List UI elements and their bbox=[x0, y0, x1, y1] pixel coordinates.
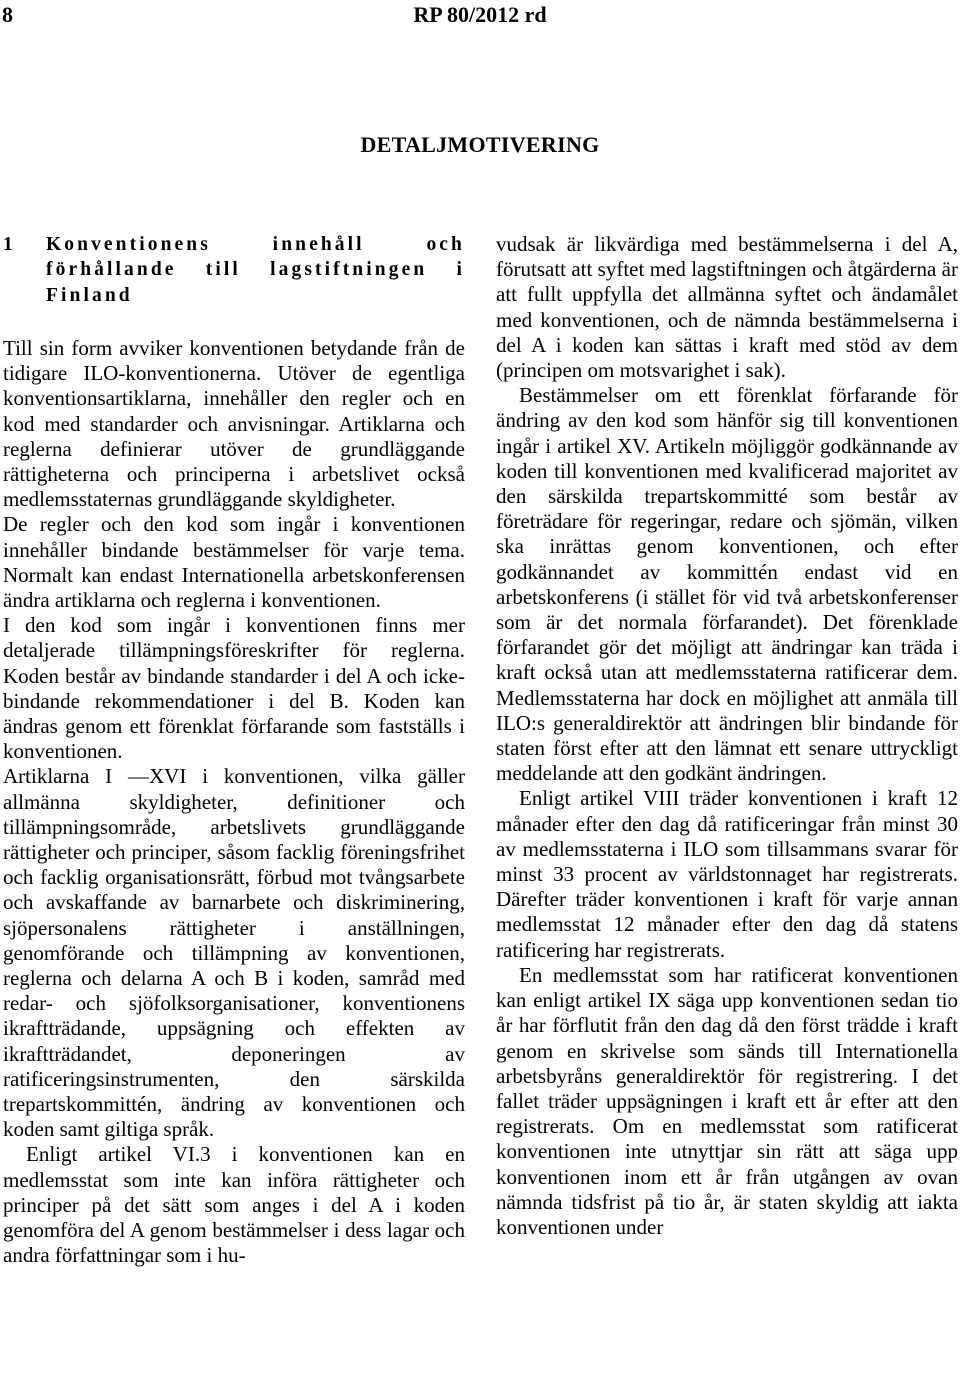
right-column bbox=[496, 232, 958, 1240]
paragraph: Artiklarna I —XVI i konventionen, vilka gäller allmänna skyldigheter, definitioner och tillämpningsområde, arbetslivets grundläggande rättigheter och principer, såsom facklig föreningsfrihet och facklig organisationsrätt, förbud mot tvångsarbete och avskaffande av barnarbete och diskriminering, sjöpersonalens rättigheter i anställningen, genomförande och tillämpning av konventionen, reglerna och delarna A och B i koden, samråd med redar- och sjöfolksorganisationer, konventionens ikraftträdande, uppsägning och effekten av ikraftträdandet, deponeringen av ratificeringsinstrumenten, den särskilda trepartskommittén, ändring av konventionen och koden samt giltiga språk. bbox=[3, 764, 465, 1142]
paragraph: Enligt artikel VIII träder konventionen i kraft 12 månader efter den dag då ratificeringar från minst 30 av medlemsstaterna i ILO som tillsammans svarar för minst 33 procent av världstonnaget har registrerats. Därefter träder konventionen i kraft för varje annan medlemsstat 12 månader efter den dag då statens ratificering har registrerats. bbox=[496, 786, 958, 962]
document-id: RP 80/2012 rd bbox=[413, 2, 547, 27]
paragraph: Bestämmelser om ett förenklat förfarande för ändring av den kod som hänför sig till konventionen ingår i artikel XV. Artikeln möjliggör godkännande av koden till konventionen med kvalificerad majoritet av den särskilda trepartskommitté som består av företrädare för regeringar, redare och sjömän, vilken ska inrättas genom konventionen, och efter godkännandet av kommittén endast vid en arbetskonferens (i stället för vid två arbetskonferenser som är det normala förfarandet). Det förenklade förfarandet gör det möjligt att ändringar kan träda i kraft också utan att medlemsstaterna ratificerar dem. Medlemsstaterna har dock en möjlighet att anmäla till ILO:s generaldirektör att ändringen blir bindande för staten först efter att den lämnat ett senare uttryckligt meddelande att den godkänt ändringen. bbox=[496, 383, 958, 786]
section-title: DETALJMOTIVERING bbox=[360, 132, 600, 157]
heading-number: 1 bbox=[3, 234, 13, 255]
paragraph: I den kod som ingår i konventionen finns mer detaljerade tillämpningsföreskrifter för reglerna. Koden består av bindande standarder i del A och icke-bindande rekommendationer i del B. Koden kan ändras genom ett förenklat förfarande som fastställs i konventionen. bbox=[3, 613, 465, 764]
paragraph: Enligt artikel VI.3 i konventionen kan en medlemsstat som inte kan införa rättigheter och principer på det sätt som anges i del A i koden genomföra del A genom bestämmelser i dess lagar och andra författningar som i hu- bbox=[3, 1142, 465, 1268]
heading-text: Konventionens innehåll och förhållande till lagstiftningen i Finland bbox=[46, 234, 465, 306]
page-number: 8 bbox=[2, 2, 13, 27]
paragraph: De regler och den kod som ingår i konventionen innehåller bindande bestämmelser för varje tema. Normalt kan endast Internationella arbetskonferensen ändra artiklarna och reglerna i konventionen. bbox=[3, 512, 465, 612]
left-column bbox=[3, 232, 465, 1268]
paragraph: En medlemsstat som har ratificerat konventionen kan enligt artikel IX säga upp konventionen sedan tio år har förflutit från den dag då den först trädde i kraft genom en skrivelse som sänds till Internationella arbetsbyråns generaldirektör för registrering. I det fallet träder uppsägningen i kraft ett år efter att den registrerats. Om en medlemsstat som ratificerat konventionen inte utnyttjar sin rätt att säga upp konventionen inom ett år från utgången av ovan nämnda tidsfrist på tio år, är staten skyldig att iakta konventionen under bbox=[496, 962, 958, 1239]
paragraph: vudsak är likvärdiga med bestämmelserna i del A, förutsatt att syftet med lagstiftningen och åtgärderna är att fullt uppfylla det allmänna syftet och ändamålet med konventionen, och de nämnda bestämmelserna i del A i koden kan sättas i kraft med stöd av dem (principen om motsvarighet i sak). bbox=[496, 232, 958, 383]
paragraph: Till sin form avviker konventionen betydande från de tidigare ILO-konventionerna. Utöver de egentliga konventionsartiklarna, innehåller den regler och en kod med standarder och anvisningar. Artiklarna och reglerna definierar utöver de grundläggande rättigheterna och principerna i arbetslivet också medlemsstaternas grundläggande skyldigheter. bbox=[3, 335, 465, 512]
section-heading bbox=[3, 232, 465, 308]
